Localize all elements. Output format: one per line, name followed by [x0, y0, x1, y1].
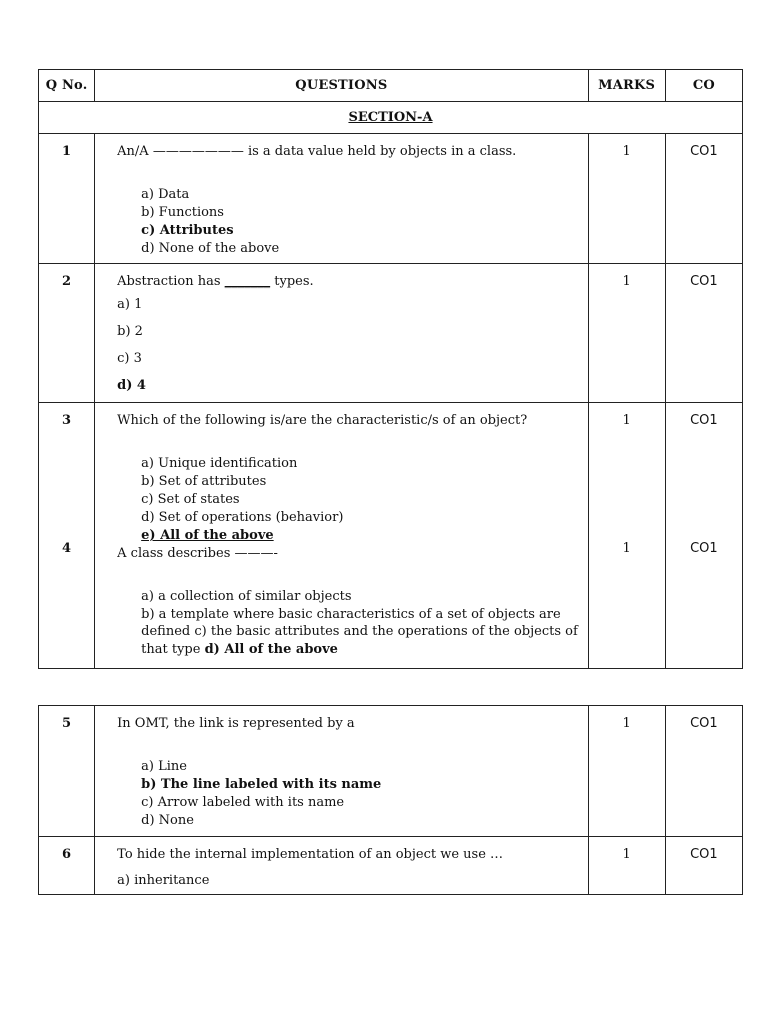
option: d) None — [141, 813, 194, 828]
co-value: CO1 — [665, 264, 742, 403]
correct-option: c) Attributes — [141, 223, 234, 238]
question-cell — [95, 706, 588, 837]
option: d) None of the above — [141, 241, 280, 256]
options-list — [117, 291, 587, 399]
correct-option: d) All of the above — [204, 641, 338, 657]
section-title: SECTION-A — [39, 102, 743, 134]
correct-option: b) The line labeled with its name — [141, 777, 382, 792]
question-stem: To hide the internal implementation of an object we use … — [117, 847, 504, 862]
question-number: 4 — [62, 541, 72, 556]
question-stem: An/A ——————— is a data value held by objects in a class. — [117, 144, 517, 159]
question-cell — [95, 264, 588, 403]
question-table-1 — [38, 69, 743, 669]
marks-value: 1 — [622, 541, 631, 556]
question-table-2 — [38, 705, 743, 895]
option: b) a template where basic characteristics of a set of objects are — [141, 606, 561, 622]
question-cell — [95, 134, 588, 264]
marks-value: 1 — [588, 706, 665, 837]
question-cell — [95, 837, 588, 895]
co-value: CO1 — [665, 837, 742, 895]
co-value: CO1 — [690, 413, 718, 428]
option: a) Line — [141, 759, 187, 774]
option: c) Arrow labeled with its name — [141, 795, 345, 810]
options-list — [141, 186, 587, 258]
option: a) 1 — [117, 297, 143, 312]
options-list — [141, 455, 587, 545]
question-stem: A class describes ———- — [117, 546, 278, 561]
option: b) Functions — [141, 205, 224, 220]
question-number: 5 — [39, 706, 95, 837]
question-stem: Which of the following is/are the characteristic/s of an object? — [117, 413, 528, 428]
header-marks: MARKS — [588, 70, 665, 102]
header-qno: Q No. — [39, 70, 95, 102]
section-row — [39, 102, 743, 134]
question-number-cell — [39, 403, 95, 669]
options-list — [141, 758, 587, 830]
question-stem: Abstraction has _______ types. — [117, 274, 314, 289]
option: b) 2 — [117, 324, 143, 339]
co-value: CO1 — [665, 706, 742, 837]
question-stem: In OMT, the link is represented by a — [117, 716, 355, 731]
options-list — [141, 588, 587, 658]
question-number: 1 — [39, 134, 95, 264]
option: defined c) the basic attributes and the operations of the objects of — [141, 624, 578, 639]
co-cell — [665, 403, 742, 669]
question-number: 6 — [39, 837, 95, 895]
option: a) a collection of similar objects — [141, 589, 352, 604]
marks-value: 1 — [588, 264, 665, 403]
correct-option: e) All of the above — [141, 528, 274, 543]
option: a) Unique identification — [141, 456, 298, 471]
table-row — [39, 837, 743, 895]
table-header-row — [39, 70, 743, 102]
option: a) inheritance — [117, 873, 210, 888]
table-row — [39, 134, 743, 264]
marks-cell — [588, 403, 665, 669]
header-co: CO — [665, 70, 742, 102]
table-row — [39, 264, 743, 403]
option: b) Set of attributes — [141, 474, 267, 489]
question-number: 2 — [39, 264, 95, 403]
marks-value: 1 — [588, 837, 665, 895]
option: c) Set of states — [141, 492, 240, 507]
table-row — [39, 403, 743, 669]
marks-value: 1 — [622, 413, 631, 428]
co-value: CO1 — [665, 134, 742, 264]
option: a) Data — [141, 187, 190, 202]
question-cell — [95, 403, 588, 669]
option: d) Set of operations (behavior) — [141, 510, 344, 525]
co-value: CO1 — [690, 541, 718, 556]
marks-value: 1 — [588, 134, 665, 264]
table-row — [39, 706, 743, 837]
option-line: that type d) All of the above — [141, 641, 338, 657]
option: c) 3 — [117, 351, 142, 366]
correct-option: d) 4 — [117, 378, 146, 393]
question-number: 3 — [62, 413, 72, 428]
header-questions: QUESTIONS — [95, 70, 588, 102]
